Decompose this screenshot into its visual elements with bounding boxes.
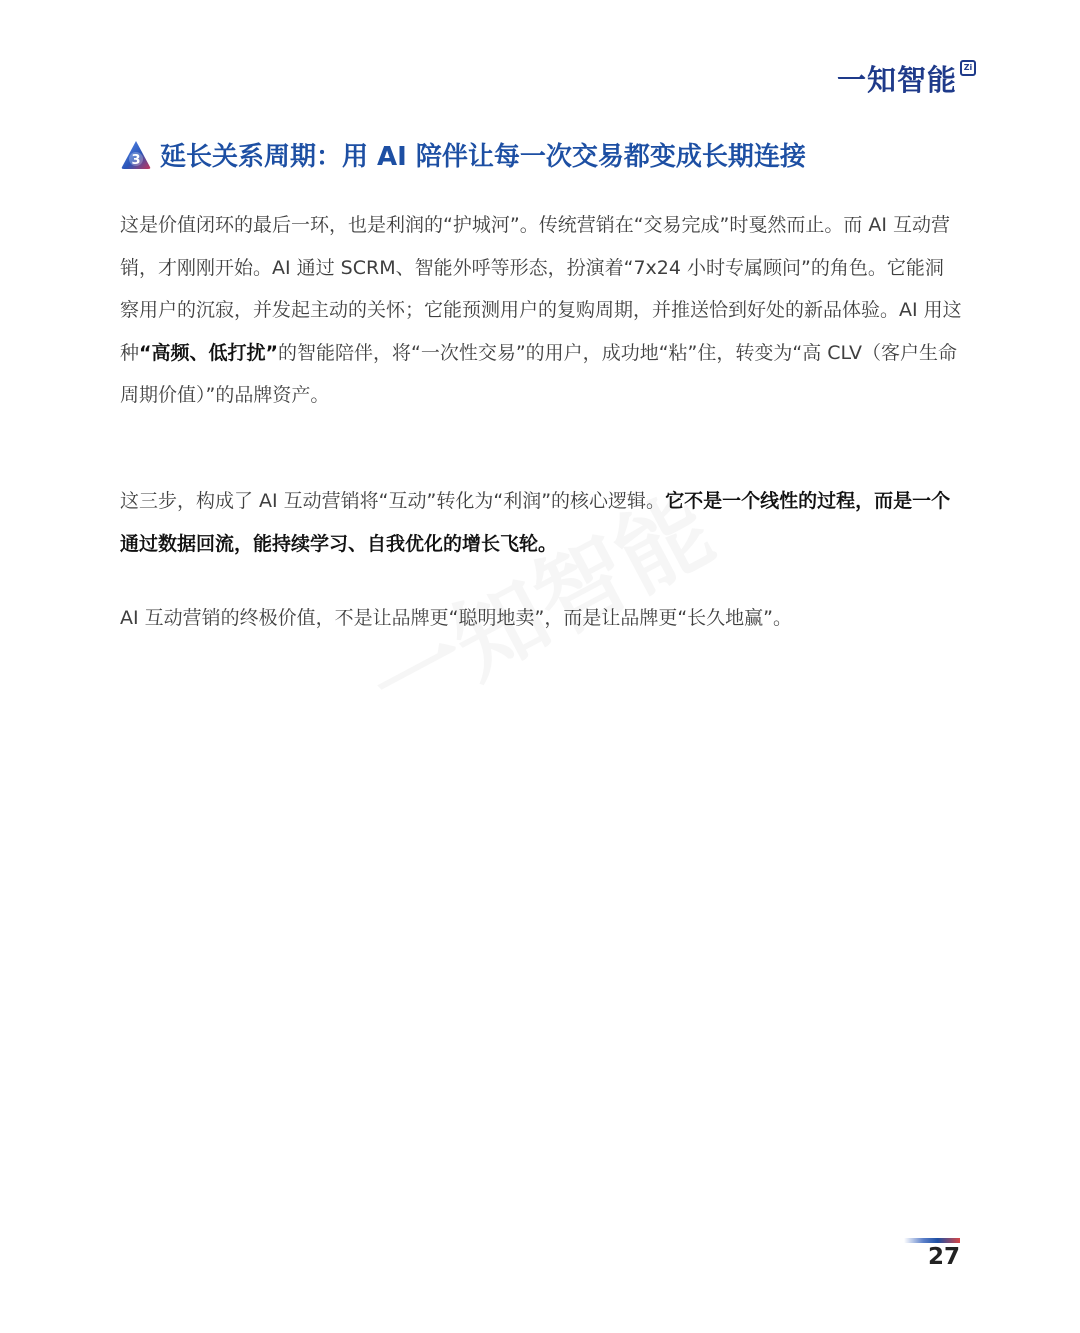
section-heading	[120, 136, 806, 173]
paragraph-2-text-a: 这三步，构成了 AI 互动营销将“互动”转化为“利润”的核心逻辑。	[120, 490, 666, 512]
paragraph-ultimate-value: AI 互动营销的终极价值，不是让品牌更“聪明地卖”，而是让品牌更“长久地赢”。	[120, 607, 793, 629]
page-number: 27	[927, 1244, 960, 1270]
paragraph-1-text-a: 这是价值闭环的最后一环，也是利润的“护城河”。传统营销在“交易完成”时戛然而止。而 AI 互动营销，才刚刚开始。AI 通过 SCRM、智能外呼等形态，扮演着“7x24 小时专属顾问”的角色。它能洞察用户的沉寂，并发起主动的关怀；它能预测用户的复购周期，并推送恰到好处的新品体验。AI 用这种	[120, 214, 962, 364]
paragraph-1-emphasis: “高频、低打扰”	[139, 341, 278, 364]
section-title: 延长关系周期：用 AI 陪伴让每一次交易都变成长期连接	[160, 142, 806, 172]
section-badge-number: 3	[131, 152, 141, 168]
brand-mark-icon: Zi	[960, 60, 976, 76]
brand-name: 一知智能	[836, 63, 957, 97]
page-number-accent-bar	[904, 1238, 960, 1243]
brand-logo	[837, 58, 976, 99]
paragraph-core-logic	[120, 480, 962, 566]
paragraph-1-text-b: 的智能陪伴，将“一次性交易”的用户，成功地“粘”住，转变为“高 CLV（客户生命周期价值）”的品牌资产。	[120, 341, 958, 406]
section-number-badge-icon	[120, 139, 152, 171]
paragraph-2-emphasis: 它不是一个线性的过程，而是一个通过数据回流，能持续学习、自我优化的增长飞轮。	[120, 490, 951, 555]
paragraph-relationship-cycle	[120, 204, 962, 417]
